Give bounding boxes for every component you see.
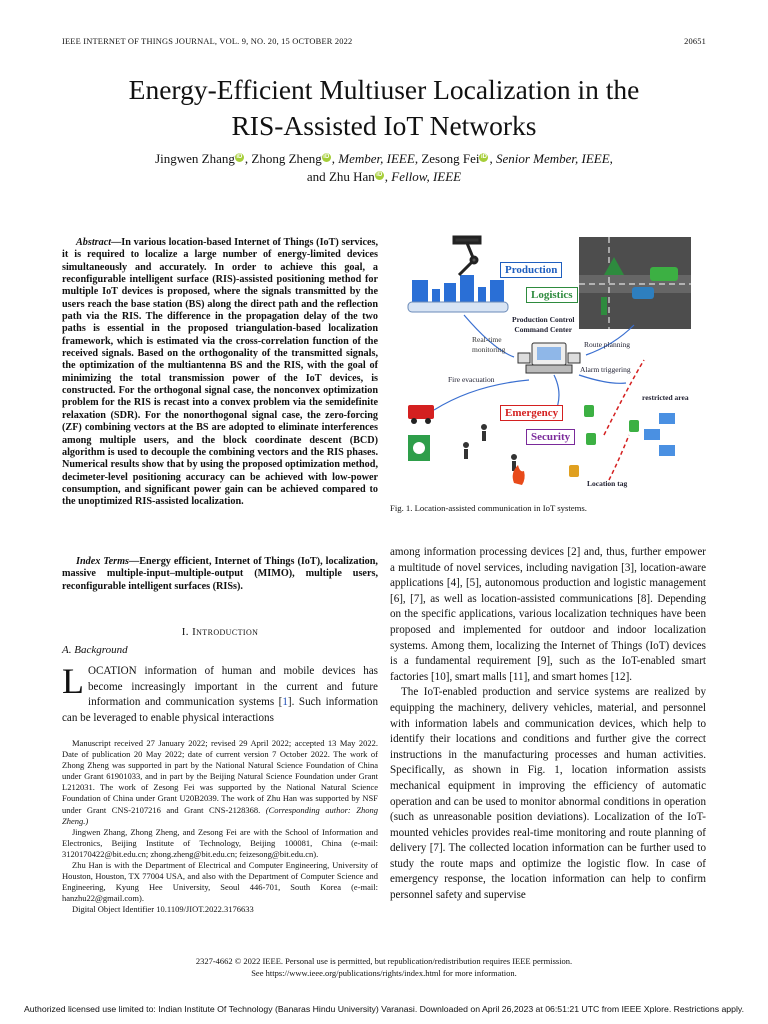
abstract-text: —In various location-based Internet of Things (IoT) services, it is required to localize a large number of energy-limited devices simultaneously and accurately. In order to achieve this goal, a reconfigurable intelligent surface (RIS)-assisted positioning method for multiple IoT devices is proposed, where the signals transmitted by the users reach the base station (BS) along the direct path and the reflection path via the RIS. The difference in the propagation delay of the two paths is essential in the proposed triangulation-based localization framework, which is estimated via the cross-correlation function of the received signals. Based on the orthogonality of the transmitted signals, the optimization of the multiantenna BS and the RIS, with the goal of minimizing the total transmission power of the IoT devices, is constructed. For the orthogonal signal case, the nonconvex optimization problem for the RIS is recast into a convex problem via the semidefinite relaxation (SDR). For the nonorthogonal signal case, the zero-forcing (ZF) combining vectors at the BS are adopted to eliminate interferences among multiple users, and the block coordinate descent (BCD) algorithm is used to decouple the combining vectors and the RIS phases. Numerical results show that by using the proposed optimization method, decimeter-level positioning accuracy can be achieved with low-power consumption, and significant power gain can be achieved compared to the unoptimized RIS-assisted localization. (62, 237, 378, 508)
paragraph: The IoT-enabled production and service systems are realized by equipping the machinery, delivery vehicles, material, and personnel with information labels and communication devices, which help to identify their locations and conditions and further give the correct instructions in the manufacturing processes and human activities. Specifically, as shown in Fig. 1, location information assists mechanical equipment in improving the efficiency of automatic operation and can be used to monitor abnormal conditions in operation (such as unreasonable position deviations). Localization of the IoT-mounted vehicles provides real-time monitoring and route planning of delivery [7]. The collected location information can be further used to study the route maps and optimize the logistic flow. In case of emergency response, the location information can help to confirm personnel safety and supervise (390, 686, 706, 902)
index-terms (62, 556, 378, 593)
figure-label-alarm: Alarm triggering (580, 365, 631, 374)
road-icon (579, 237, 691, 329)
author-role: Fellow, IEEE (391, 169, 462, 184)
running-header (62, 37, 706, 46)
person-icon (463, 424, 517, 471)
robot-arm-icon (454, 237, 480, 275)
index-terms-text: —Energy efficient, Internet of Things (IoT), localization, massive multiple-input–multiple-output (MIMO), multiple users, reconfigurable intelligent surfaces (RISs). (62, 556, 378, 592)
orcid-icon[interactable]: iD (480, 153, 487, 160)
author-name: Zhong Zheng (251, 151, 322, 166)
section-heading (62, 626, 378, 638)
author-connector: and (306, 169, 329, 184)
abstract (62, 237, 378, 509)
figure-label-control-center: Production Control Command Center (512, 315, 575, 334)
figure-caption: Fig. 1. Location-assisted communication in IoT systems. (390, 503, 587, 513)
computer-icon (518, 343, 580, 373)
intro-text-tail: ]. Such information can be leveraged to enable physical interactions (62, 696, 378, 724)
section-title: Introduction (192, 626, 259, 638)
title-line-2: RIS-Assisted IoT Networks (231, 110, 537, 141)
copyright-line-2: See https://www.ieee.org/publications/rights/index.html for more information. (251, 968, 517, 978)
orcid-icon[interactable]: iD (323, 153, 330, 160)
footnote-affiliation-1: Jingwen Zhang, Zhong Zheng, and Zesong Fei are with the School of Information and Electronics, Beijing Institute of Technology, Beijing 100081, China (e-mail: 3120170422@bit.edu.cn; zhong.zheng@bit.edu.cn; feizesong@bit.edu.cn). (62, 826, 378, 859)
exit-sign-icon (408, 435, 430, 461)
figure-label-location-tag: Location tag (587, 479, 628, 488)
author-role: Member, IEEE (338, 151, 415, 166)
figure-label-realtime: Real-time monitoring (472, 335, 506, 354)
page-number: 20651 (684, 37, 706, 46)
drop-cap: L (62, 661, 84, 701)
copyright-notice (62, 955, 706, 979)
intro-paragraph (62, 661, 378, 726)
abstract-label: Abstract (76, 237, 112, 248)
footnotes (62, 738, 378, 916)
intro-text: OCATION information of human and mobile devices has become increasingly important in the current and future information and communication systems [ (88, 665, 378, 709)
orcid-icon[interactable]: iD (236, 153, 243, 160)
copyright-line-1: 2327-4662 © 2022 IEEE. Personal use is permitted, but republication/redistribution requires IEEE permission. (195, 956, 573, 966)
figure-label-fire: Fire evacuation (448, 375, 495, 384)
index-terms-label: Index Terms (76, 556, 129, 567)
figure-1 (404, 235, 694, 493)
paper-title (40, 72, 728, 144)
robot-icon (569, 405, 639, 477)
footnote-affiliation-2: Zhu Han is with the Department of Electrical and Computer Engineering, University of Houston, Houston, TX 77004 USA, and also with the Department of Computer Science and Engineering, Kyung Hee University, Seoul 446-701, South Korea (e-mail: hanzhu22@gmail.com). (62, 860, 378, 904)
author-name: Jingwen Zhang (155, 151, 235, 166)
figure-label-emergency: Emergency (500, 405, 563, 421)
author-name: Zesong Fei (421, 151, 480, 166)
citation-link[interactable]: 1 (282, 696, 288, 709)
footnote-doi: Digital Object Identifier 10.1109/JIOT.2022.3176633 (72, 904, 254, 915)
authorized-use-notice: Authorized licensed use limited to: Indian Institute Of Technology (Banaras Hindu University) Varanasi. Downloaded on April 26,2023 at 06:51:21 UTC from IEEE Xplore. Restrictions apply. (24, 1004, 744, 1014)
footnote-manuscript: Manuscript received 27 January 2022; revised 29 April 2022; accepted 13 May 2022. Date of publication 20 May 2022; date of current version 7 October 2022. The work of Zhong Zheng was supported in part by the National Natural Science Foundation of China under Grant 61901033, and in part by the Beijing Natural Science Foundation under Grant L212031. The work of Zesong Fei was supported by the National Natural Science Foundation of China under Grant U20B2039. The work of Zhu Han was supported by NSF under Grant CNS-2107216 and Grant CNS-2128368. (Corresponding author: Zhong Zheng.) (62, 738, 378, 826)
figure-label-logistics: Logistics (526, 287, 578, 303)
section-number: I. (181, 626, 189, 638)
monitor-icon (644, 413, 675, 456)
subsection-heading: A. Background (62, 644, 128, 656)
corresponding-author: (Corresponding author: Zhong Zheng.) (62, 804, 378, 826)
orcid-icon[interactable]: iD (376, 171, 383, 178)
figure-label-security: Security (526, 429, 575, 445)
factory-icon (408, 275, 508, 312)
title-line-1: Energy-Efficient Multiuser Localization in the (128, 74, 640, 105)
figure-label-route: Route planning (584, 340, 631, 349)
fire-truck-icon (408, 405, 434, 424)
journal-name: IEEE INTERNET OF THINGS JOURNAL, VOL. 9, NO. 20, 15 OCTOBER 2022 (62, 37, 353, 46)
paragraph: among information processing devices [2] and, thus, further empower a multitude of novel services, including navigation [3], location-aware applications [4], [5], autonomous production and logistic management [6], [7], as well as location-assisted communications [8]. Depending on the specific applications, various localization techniques have been proposed and implemented for outdoor and indoor localization systems. Among them, localizing the Internet of Things (IoT) devices is a fundamental requirement [9], such as the IoT-enabled smart factories [10], smart malls [11], and smart homes [12]. (390, 546, 706, 683)
author-role: Senior Member, IEEE (495, 151, 610, 166)
author-list: Jingwen Zhang iD , Zhong Zheng iD , Member, IEEE, Zesong Fei iD , Senior Member, IEEE, and Zhu Han iD , Fellow, IEEE (155, 151, 613, 184)
figure-label-production: Production (500, 262, 562, 278)
author-name: Zhu Han (328, 169, 375, 184)
figure-label-restricted: restricted area (642, 393, 689, 402)
right-column-body (390, 545, 706, 904)
